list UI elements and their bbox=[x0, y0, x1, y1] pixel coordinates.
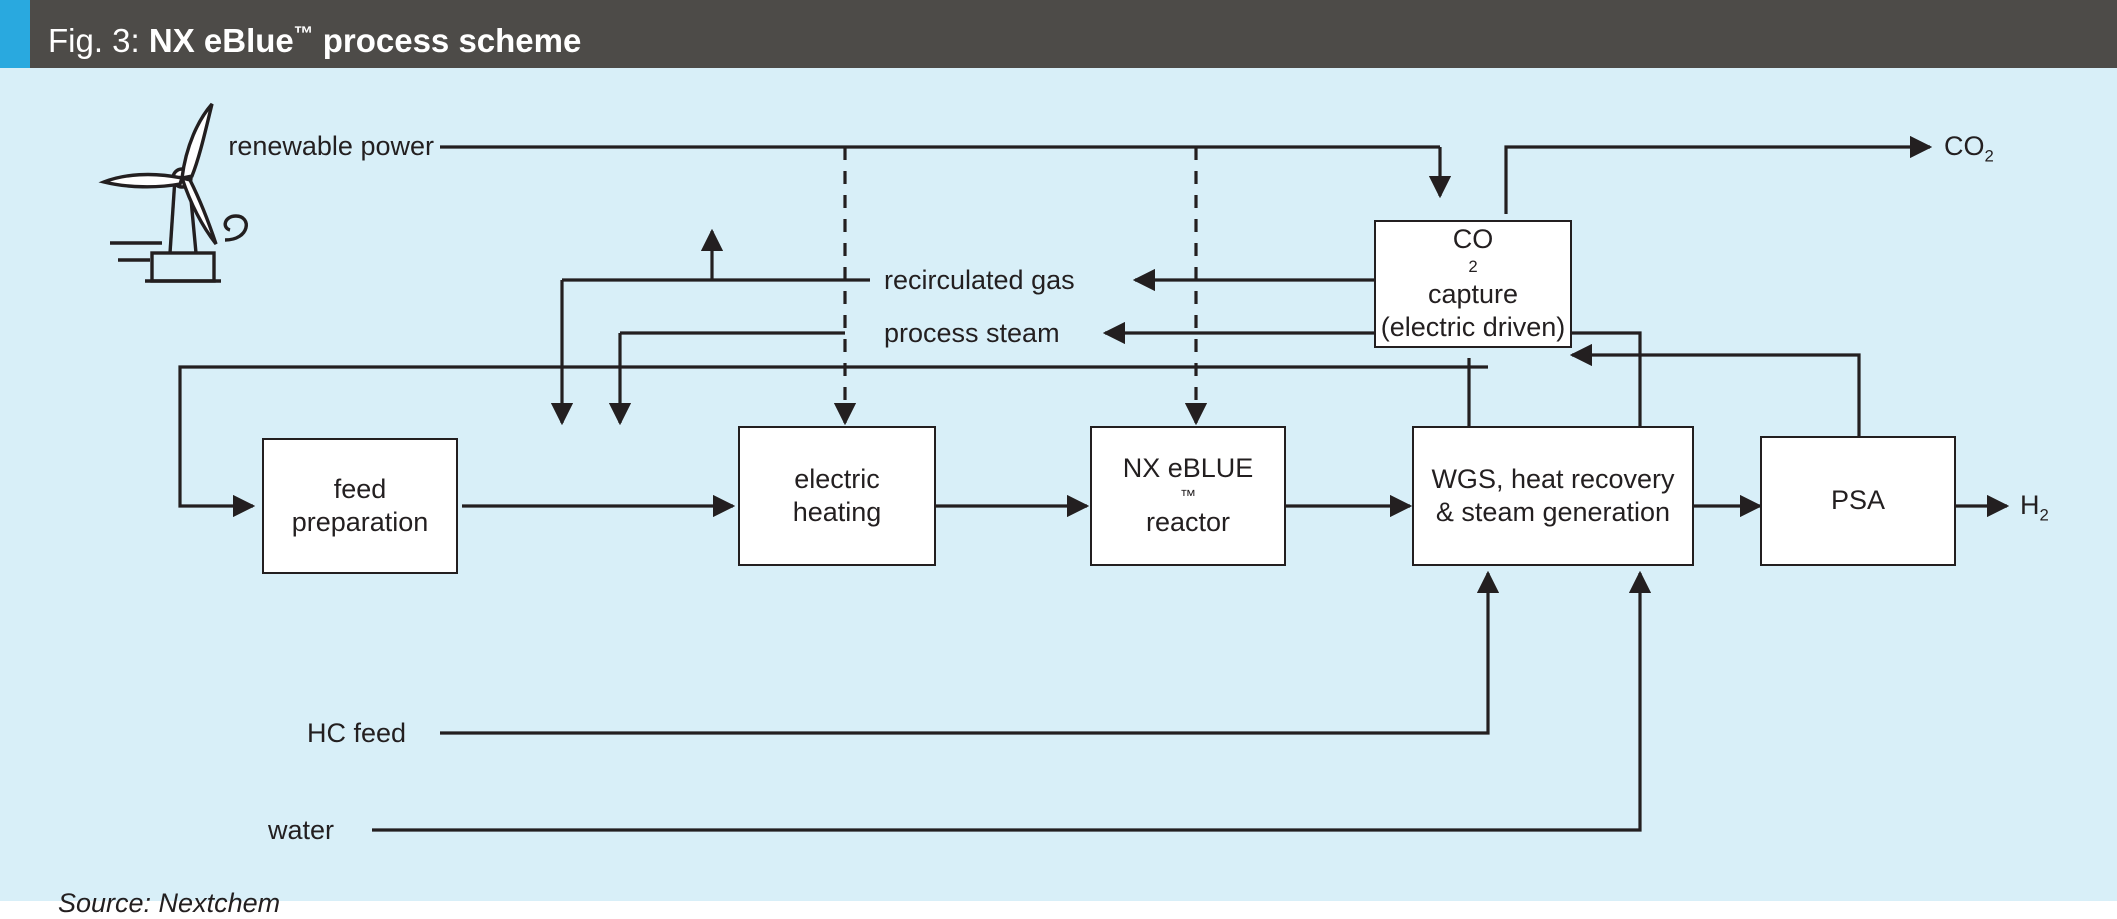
box-electric-heating[interactable] bbox=[738, 426, 936, 566]
box-feed-preparation-line2: preparation bbox=[291, 507, 429, 537]
label-recirculated-gas: recirculated gas bbox=[884, 265, 1075, 295]
subscript-2: 2 bbox=[1468, 256, 1478, 276]
box-nx-eblue-reactor-line2: reactor bbox=[1145, 507, 1231, 538]
box-wgs-heat-recovery[interactable] bbox=[1412, 426, 1694, 566]
box-wgs-line2: & steam generation bbox=[1435, 497, 1671, 527]
label-co2-output: $CO_2$ bbox=[1944, 131, 1994, 166]
subscript-2: 2 bbox=[2039, 505, 2049, 525]
trademark-symbol: ™ bbox=[293, 23, 314, 45]
figure-caption bbox=[48, 0, 581, 68]
box-feed-preparation-line1: feed bbox=[333, 473, 387, 504]
box-psa[interactable] bbox=[1760, 436, 1956, 566]
figure-header-bar bbox=[0, 0, 2117, 68]
label-hc-feed: HC feed bbox=[307, 718, 407, 748]
process-flow-diagram bbox=[0, 68, 2117, 918]
box-wgs-line1: WGS, heat recovery bbox=[1431, 463, 1675, 494]
figure-number: Fig. 3: bbox=[48, 22, 149, 59]
label-water: water bbox=[268, 815, 335, 845]
box-co2-capture[interactable] bbox=[1374, 220, 1572, 348]
label-process-steam: process steam bbox=[884, 318, 1060, 348]
box-co2-capture-line2: (electric driven) bbox=[1380, 312, 1566, 343]
label-renewable-power bbox=[200, 130, 434, 163]
figure-title: NX eBlue™ process scheme bbox=[148, 22, 582, 59]
box-electric-heating-line1: electric bbox=[794, 463, 880, 494]
box-co2-capture-line1: CO 2 capture bbox=[1381, 223, 1566, 311]
box-feed-preparation[interactable] bbox=[262, 438, 458, 574]
trademark-symbol: ™ bbox=[1179, 486, 1197, 505]
box-nx-eblue-reactor[interactable] bbox=[1090, 426, 1286, 566]
box-psa-line1: PSA bbox=[1830, 485, 1886, 516]
label-h2-output: $H_2$ bbox=[2020, 490, 2049, 525]
label-renewable-power-line2: power bbox=[360, 131, 434, 161]
source-credit: Source: Nextchem bbox=[58, 888, 281, 918]
box-electric-heating-line2: heating bbox=[792, 497, 882, 527]
label-renewable-power-line1: renewable bbox=[228, 131, 353, 161]
header-accent-stripe bbox=[0, 0, 30, 68]
subscript-2: 2 bbox=[1984, 146, 1994, 166]
box-nx-eblue-reactor-line1: NX eBLUE ™ bbox=[1122, 453, 1254, 505]
